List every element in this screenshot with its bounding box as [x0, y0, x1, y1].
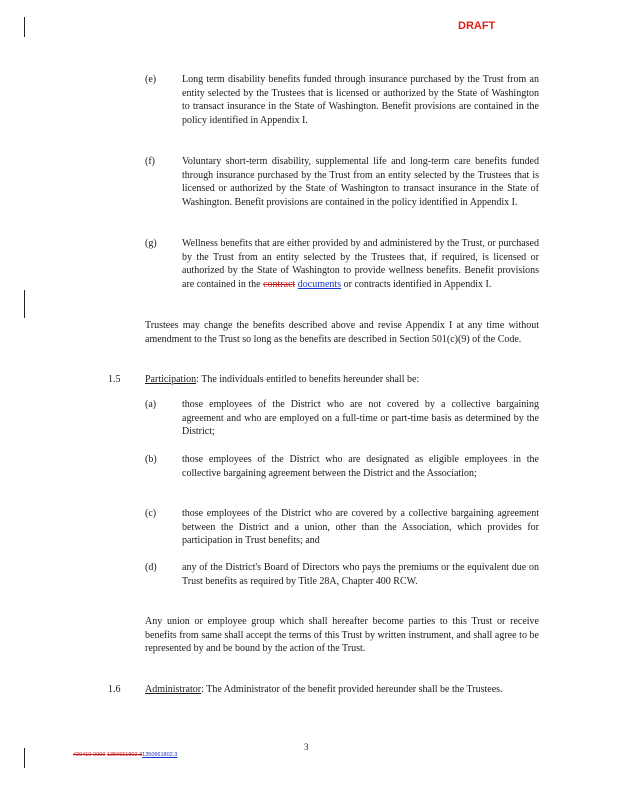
doc-id-inserted: 1350661802.3 — [142, 752, 178, 758]
item-text-before: Wellness benefits that are either provided by and administered by the Trust, or purchased by the Trust from an entity selected by the Trustees that, if required, is licensed or authorized by the State of Washington to provide wellness benefits. Benefit provisions are contained in the — [182, 238, 542, 290]
deleted-text: contract — [263, 278, 296, 290]
participation-item-b — [145, 453, 539, 497]
page-number: 3 — [304, 742, 309, 752]
section-title: Participation — [145, 374, 197, 385]
item-label: (d) — [145, 562, 157, 573]
benefit-item-g — [145, 237, 542, 307]
item-text: Long term disability benefits funded through insurance purchased by the Trust from an entity selected by the Trustees that is licensed or authorized by the State of Washington to transact insurance in the State of Washington. Benefit provisions are contained in the policy identified in Appendix I. — [182, 74, 539, 126]
union-paragraph: Any union or employee group which shall hereafter become parties to this Trust or receive benefits from same shall accept the terms of this Trust by written instrument, and shall agree to be represented by and be bound by the action of the Trust. — [145, 616, 539, 654]
change-bar — [24, 17, 25, 37]
item-text: Voluntary short-term disability, supplemental life and long-term care benefits funded through insurance purchased by the Trust from an entity selected by the Trustees that is licensed or authorized by the State of Washington to transact insurance in the State of Washington. Benefit provisions are contained in the policy identified in Appendix I. — [182, 156, 539, 208]
item-text: those employees of the District who are not covered by a collective bargaining agreement and who are employed on a full-time or part-time basis as determined by the District; — [182, 399, 539, 437]
benefit-item-e — [145, 73, 539, 143]
section-number: 1.5 — [108, 374, 121, 385]
participation-item-c — [145, 507, 539, 551]
change-bar — [24, 748, 25, 768]
doc-id-deleted: 1350661802.3 — [106, 752, 143, 758]
item-label: (e) — [145, 74, 157, 85]
section-number: 1.6 — [108, 684, 121, 695]
draft-watermark: DRAFT — [458, 20, 496, 32]
item-label: (b) — [145, 454, 157, 465]
section-1-5-heading — [108, 373, 548, 387]
item-label: (g) — [145, 238, 157, 249]
section-text: : The Administrator of the benefit provided hereunder shall be the Trustees. — [201, 684, 503, 695]
participation-item-a — [145, 398, 539, 442]
change-bar — [24, 290, 25, 318]
doc-id-deleted: #29410-0000 — [73, 752, 106, 758]
item-text: those employees of the District who are covered by a collective bargaining agreement between the District and a union, other than the Association, which provides for participation in Trust benefits; and — [182, 508, 539, 546]
item-text-after: or contracts identified in Appendix I. — [341, 278, 492, 290]
inserted-text: documents — [297, 278, 342, 290]
item-text — [182, 237, 542, 291]
item-label: (a) — [145, 399, 157, 410]
section-title: Administrator — [145, 684, 202, 695]
section-1-6 — [108, 683, 540, 713]
document-id — [73, 752, 177, 758]
item-text: those employees of the District who are designated as eligible employees in the collective bargaining agreement between the District and the Association; — [182, 454, 539, 479]
trustees-paragraph: Trustees may change the benefits described above and revise Appendix I at any time without amendment to the Trust so long as the benefits are described in Section 501(c)(9) of the Code. — [145, 320, 539, 345]
item-text: any of the District's Board of Directors who pays the premiums or the equivalent due on Trust benefits as required by Title 28A, Chapter 400 RCW. — [182, 562, 539, 587]
section-intro: : The individuals entitled to benefits hereunder shall be: — [196, 374, 420, 385]
item-label: (f) — [145, 156, 155, 167]
participation-item-d — [145, 561, 539, 605]
benefit-item-f — [145, 155, 539, 225]
item-label: (c) — [145, 508, 157, 519]
